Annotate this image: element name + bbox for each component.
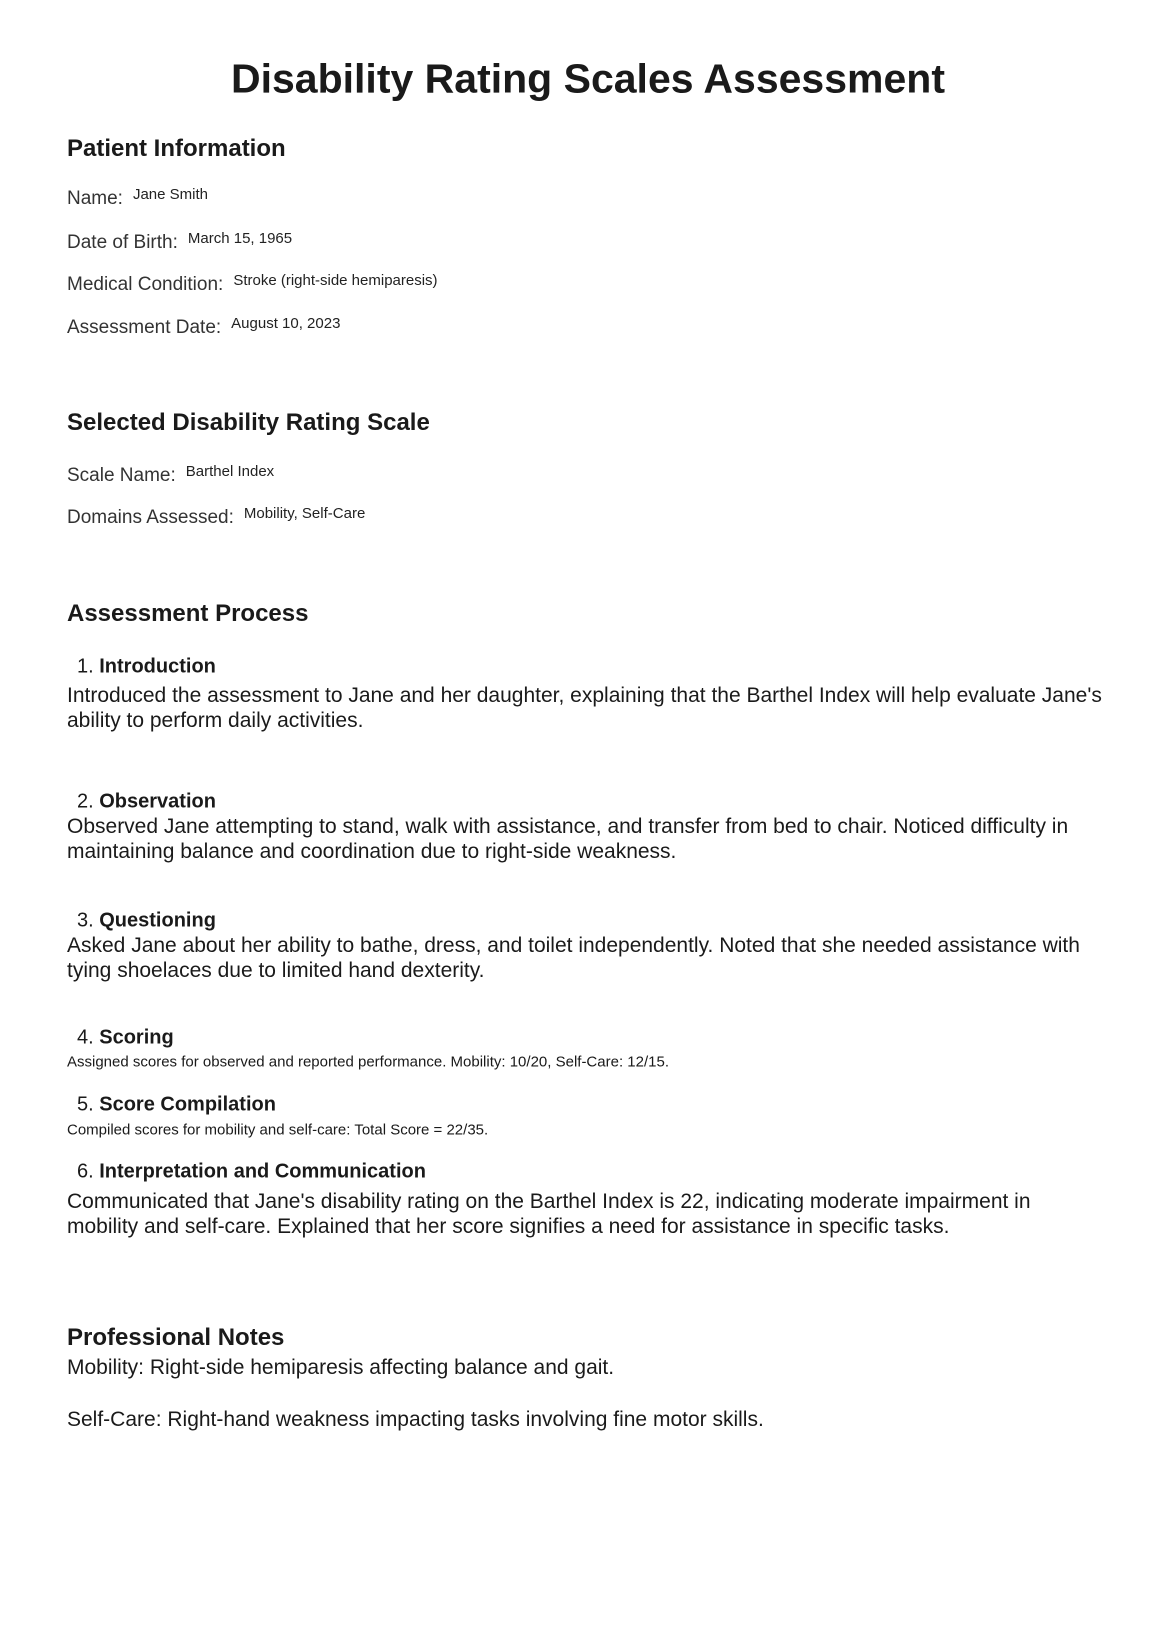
step-title — [77, 1094, 276, 1117]
step-text: Asked Jane about her ability to bathe, dress, and toilet independently. Noted that she needed assistance with tying shoelaces due to limited hand dexterity. — [67, 934, 1080, 982]
step-number: 4. — [77, 1026, 94, 1049]
process-heading: Assessment Process — [67, 600, 309, 627]
step-number: 1. — [77, 655, 94, 678]
step-number: 6. — [77, 1160, 94, 1183]
step-title — [77, 791, 216, 814]
field-label: Domains Assessed: — [67, 507, 234, 528]
step-number: 3. — [77, 909, 94, 932]
step-text: Assigned scores for observed and reported performance. Mobility: 10/20, Self-Care: 12/15. — [67, 1053, 669, 1071]
step-title — [77, 1161, 426, 1184]
field-label: Scale Name: — [67, 465, 176, 486]
step-text: Compiled scores for mobility and self-care: Total Score = 22/35. — [67, 1121, 489, 1139]
step-number: 2. — [77, 790, 94, 813]
field-value: Mobility, Self-Care — [243, 505, 366, 522]
step-name: Questioning — [99, 909, 216, 932]
field-value: March 15, 1965 — [187, 230, 293, 247]
step-name: Observation — [99, 790, 216, 813]
field-value: August 10, 2023 — [231, 315, 341, 332]
step-number: 5. — [77, 1093, 94, 1116]
field-label: Date of Birth: — [67, 232, 178, 253]
step-title — [77, 656, 216, 679]
assessment-date-field — [67, 317, 340, 339]
domains-field — [67, 507, 365, 529]
step-name: Score Compilation — [99, 1093, 276, 1116]
note-mobility: Mobility: Right-side hemiparesis affecting balance and gait. — [67, 1356, 615, 1379]
field-value: Barthel Index — [185, 463, 275, 480]
field-label: Medical Condition: — [67, 274, 224, 295]
step-name: Scoring — [99, 1026, 174, 1049]
field-label: Assessment Date: — [67, 317, 222, 338]
medical-condition-field — [67, 274, 438, 296]
scale-name-field — [67, 465, 274, 487]
dob-field — [67, 232, 292, 254]
field-value: Stroke (right-side hemiparesis) — [233, 272, 438, 289]
page-title: Disability Rating Scales Assessment — [231, 55, 945, 102]
scale-heading: Selected Disability Rating Scale — [67, 409, 430, 436]
step-text: Observed Jane attempting to stand, walk with assistance, and transfer from bed to chair. Noticed difficulty in maintaining balance and coordination due to right-side weakness. — [67, 815, 1069, 863]
step-title — [77, 910, 216, 933]
step-text: Introduced the assessment to Jane and her daughter, explaining that the Barthel Index will help evaluate Jane's ability to perform daily activities. — [67, 684, 1102, 732]
notes-heading: Professional Notes — [67, 1324, 285, 1351]
step-text: Communicated that Jane's disability rating on the Barthel Index is 22, indicating moderate impairment in mobility and self-care. Explained that her score signifies a need for assistance in specific tasks. — [67, 1190, 1031, 1238]
step-name: Introduction — [99, 655, 216, 678]
patient-info-heading: Patient Information — [67, 135, 286, 162]
note-self-care: Self-Care: Right-hand weakness impacting tasks involving fine motor skills. — [67, 1408, 764, 1431]
field-label: Name: — [67, 188, 123, 209]
name-field — [67, 188, 208, 210]
step-title — [77, 1027, 174, 1050]
step-name: Interpretation and Communication — [99, 1160, 426, 1183]
field-value: Jane Smith — [132, 186, 209, 203]
